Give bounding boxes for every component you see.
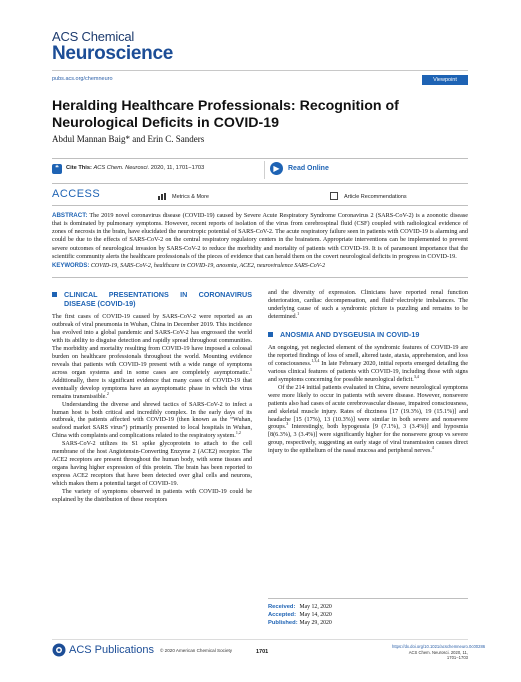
published-date-row	[268, 619, 468, 627]
abstract-label: ABSTRACT:	[52, 212, 88, 219]
journal-publisher-name: ACS Chemical	[52, 29, 135, 44]
metrics-more-link[interactable]: Metrics & More	[172, 194, 209, 200]
cite-divider	[264, 161, 265, 179]
received-date-row	[268, 603, 468, 611]
journal-logo[interactable]	[52, 30, 173, 63]
cite-bar	[52, 158, 468, 184]
paragraph-text: The first cases of COVID-19 caused by SARS-CoV-2 were reported as an outbreak of viral pneumonia in Wuhan, China in December 2019. This incidence has evolved into a global pandemic and SARS-CoV-2 has engrossed the world with its ability to disguise detection and rapidly spread throughout communities. The morbidity and mortality resulting from COVID-19 have imposed a colossal burden on healthcare professionals throughout the world. Mounting evidence reveals that patients with COVID-19 present with a wide range of symptoms across organ systems and in some cases are completely asymptomatic.	[52, 314, 252, 376]
publication-dates	[268, 598, 468, 627]
accepted-label: Accepted:	[268, 612, 297, 618]
article-type-badge: Viewpoint	[422, 75, 468, 85]
keywords	[52, 262, 468, 270]
journal-name: Neuroscience	[52, 43, 174, 64]
article-authors[interactable]: Abdul Mannan Baig* and Erin C. Sanders	[52, 134, 205, 144]
publisher-name: ACS Publications	[69, 644, 154, 656]
paragraph	[268, 345, 468, 385]
read-online-icon[interactable]: ▶	[270, 162, 283, 175]
paragraph-text: and the diversity of expression. Clinicians have reported renal function deterioration, cardiac decompensation, and fluid−electrolyte imbalances. The underlying cause of such a syndromic picture is puzzling and remains to be determined.	[268, 290, 468, 320]
cite-journal: ACS Chem. Neurosci.	[93, 165, 150, 171]
paragraph	[52, 314, 252, 402]
accepted-date-row	[268, 611, 468, 619]
footer-divider	[52, 639, 468, 640]
received-label: Received:	[268, 604, 296, 610]
abstract	[52, 212, 468, 261]
acs-logo-icon	[52, 643, 66, 657]
paragraph-text: Interestingly, both hypogeusia [9 (7.1%), 3 (3.4%)] and hyposmia [8(6.3%), 3 (3.4%)] were significantly higher for the nonsevere group vs severe group, respectively, suggesting an early stage of viral transmission causes direct injury to the epithelium of the nasal mucosa and peripheral nerves.	[268, 424, 468, 455]
paragraph	[268, 290, 468, 322]
cite-details: 2020, 11, 1701−1703	[150, 165, 205, 171]
page-number: 1701	[256, 649, 269, 655]
keywords-label: KEYWORDS:	[52, 263, 90, 269]
paragraph-text: In late February 2020, initial reports emerged detailing the various clinical features of patients with COVID-19, including those with signs and symptoms concerning for possible neurological deficit.	[268, 360, 469, 383]
reference-link[interactable]: 3	[286, 421, 289, 427]
footer-journal-citation: ACS Chem. Neurosci. 2020, 11, 1701−1703	[408, 649, 468, 660]
received-date: May 12, 2020	[299, 604, 332, 610]
keywords-list: COVID-19, SARS-CoV-2, healthcare in COVID-19, anosmia, ACE2, neurovirulence SARS-CoV-2	[90, 263, 326, 269]
paragraph: SARS-CoV-2 utilizes its S1 spike glycoprotein to attach to the cell membrane of the host Angiotensin-Converting Enzyme 2 (ACE2) receptor. The ACE2 receptors are present throughout the human body, with some tissues and organs having higher expression of this protein. The brain has been reported to express ACE2 receptors that have been detected over glial cells and neurons, which makes them a potential target of COVID-19.	[52, 441, 252, 488]
paragraph-text: Of the 214 initial patients evaluated in China, severe neurological symptoms were more likely to occur in patients with severe disease. However, nonsevere patients also had cases of acute cerebrovascular disease, impaired consciousness, and skeletal muscle injury. Rates of dizziness [17 (19.3%), 19 (15.1%)] and headache [15 (17%), 13 (10.3%)] were similar in both severe and nonsevere groups.	[268, 384, 468, 431]
section-heading-anosmia	[268, 330, 468, 339]
cite-this[interactable]	[66, 165, 204, 171]
journal-url-link[interactable]: pubs.acs.org/chemneuro	[52, 76, 113, 82]
paragraph-text: Understanding the diverse and shrewd tactics of SARS-CoV-2 to infect a human host is both critical and incredibly complex. In the early days of its outbreak, the patients affected with COVID-19 (then known as the “Wuhan, seafood market SARS virus”) primarily presented to local hospitals in Wuhan, China with complaints and complications related to the respiratory system.	[52, 401, 252, 440]
read-online-link[interactable]: Read Online	[288, 165, 329, 172]
header-divider	[52, 70, 468, 71]
reference-link[interactable]: 3,4	[413, 373, 419, 379]
reference-link[interactable]: 2	[106, 390, 109, 396]
section-bullet-icon	[52, 292, 57, 297]
bar-chart-icon[interactable]	[158, 193, 166, 200]
cite-icon[interactable]: ❝	[52, 164, 62, 174]
reference-link[interactable]: 4	[431, 445, 434, 451]
abstract-text: The 2019 novel coronavirus disease (COVID-19) caused by Severe Acute Respiratory Syndrome Coronavirus 2 (SARS-CoV-2) is a zoonotic disease that is dominated by pulmonary symptoms. However, recent reports of isolation of the virus from cerebrospinal fluid (CSF) coupled with radiological evidence of zones of necrosis in the brain, have elucidated the neurotropic potential of SARS-CoV-2. The acute respiratory failure seen in patients with COVID-19 is alarming and could be due to the effects of SARS-CoV-2 on the central respiratory regulatory centers in the brainstem. Appropriate interventions can be implemented to prevent severe outcomes of neurological invasion by SARS-CoV-2 to reduce the morbidity and mortality of patients with COVID-19. It is of paramount importance that the scientific community alerts the healthcare professionals of the pieces of evidence that can herald them on the covert neurological deficits in progress in COVID-19.	[52, 212, 468, 260]
footer-citation	[392, 644, 486, 661]
abstract-divider	[52, 277, 468, 278]
paragraph	[268, 385, 468, 457]
reference-link[interactable]: 1	[250, 366, 252, 372]
section-heading-text: ANOSMIA AND DYSGEUSIA IN COVID-19	[280, 329, 420, 339]
published-date: May 29, 2020	[299, 620, 332, 626]
section-bullet-icon	[268, 332, 273, 337]
article-title: Heralding Healthcare Professionals: Recognition of Neurological Deficits in COVID-19	[52, 98, 399, 131]
cite-label: Cite This:	[66, 165, 92, 171]
paragraph-text: An ongoing, yet neglected element of the syndromic features of COVID-19 are the reported findings of loss of smell, altered taste, ataxia, apprehension, and loss of consciousness.	[268, 344, 468, 367]
article-recommendations-icon[interactable]	[330, 192, 338, 200]
paragraph-text: Additionally, there is significant evidence that many cases of COVID-19 that eventually develop symptoms have an asymptomatic phase in which the virus remains transmissible.	[52, 377, 252, 400]
paragraph	[52, 402, 252, 442]
article-recommendations-link[interactable]: Article Recommendations	[344, 194, 407, 200]
reference-link[interactable]: 1	[297, 310, 300, 316]
access-label: ACCESS	[52, 188, 101, 200]
body-right-column	[268, 290, 468, 456]
accepted-date: May 14, 2020	[299, 612, 332, 618]
section-heading-text: CLINICAL PRESENTATIONS IN CORONAVIRUS DISEASE (COVID-19)	[64, 290, 252, 308]
reference-link[interactable]: 1,3,4	[311, 357, 320, 363]
body-left-column	[52, 290, 252, 505]
copyright: © 2020 American Chemical Society	[160, 648, 233, 653]
reference-link[interactable]: 1,2	[235, 430, 241, 436]
doi-link[interactable]: https://dx.doi.org/10.1021/acschemneuro.0c00286	[392, 644, 486, 649]
paragraph: The variety of symptoms observed in patients with COVID-19 could be explained by the distribution of these receptors	[52, 489, 252, 504]
section-heading-clinical	[52, 290, 252, 308]
published-label: Published:	[268, 620, 298, 626]
